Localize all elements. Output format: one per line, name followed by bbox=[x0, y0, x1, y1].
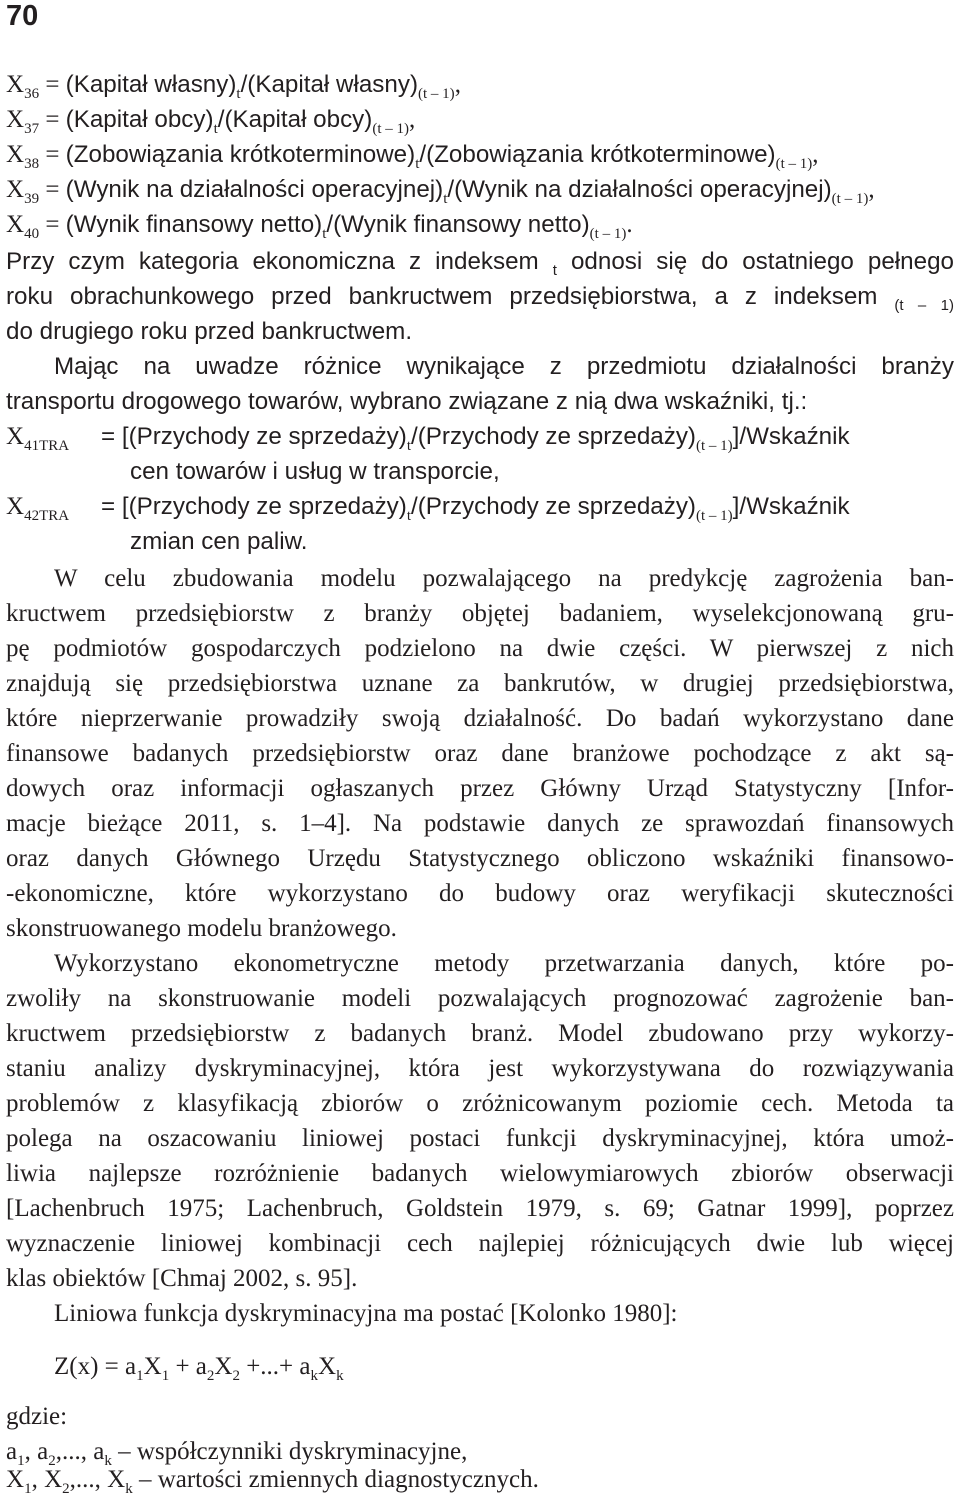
formula-x42tra-continued: zmian cen paliw. bbox=[130, 528, 308, 555]
paragraph-indicators-line: Mając na uwadze różnice wynikające z przedmiotu działalności branży bbox=[54, 353, 954, 380]
definition-variables: $X_1$, $X_2$,..., $X_k$ – wartości zmiennych diagnostycznych. bbox=[6, 1466, 539, 1497]
paragraph-model-line: pę podmiotów gospodarczych podzielono na dwie części. W pierwszej z nich bbox=[6, 635, 954, 662]
where-label: gdzie: bbox=[6, 1403, 68, 1430]
paragraph-methods-line: liwia najlepsze rozróżnienie badanych wielowymiarowych zbiorów obserwacji bbox=[6, 1160, 954, 1187]
paragraph-methods-line: Wykorzystano ekonometryczne metody przetwarzania danych, które po- bbox=[54, 950, 954, 977]
paragraph-methods-line: zwoliły na skonstruowanie modeli pozwalających prognozować zagrożenie ban- bbox=[6, 985, 954, 1012]
formula-discriminant-function: $Z(x) = a_1X_1 + a_2X_2$ +...+ $a_kX_k$ bbox=[54, 1353, 344, 1384]
paragraph-index-line: Przy czym kategoria ekonomiczna z indeksem $_t$ odnosi się do ostatniego pełnego bbox=[6, 248, 954, 279]
paragraph-model-line: macje bieżące 2011, s. 1–4]. Na podstawie danych ze sprawozdań finansowych bbox=[6, 810, 954, 837]
book-page: 70 $X_{36}$ = (Kapitał $własny)_t/(Kapitał$ $własny)_{(t - 1)}$, $X_{37}$ = (Kapitał $obcy)_t/(Kapitał$ $obcy)_{(t - 1)}$, $X_{38}$ = (Zobowiązania $krótkoterminowe)_t/(Zobowiązania$ $krótkoterminowe)_{(t - 1)}$, $X_{39}$ = (Wynik na działalności $operacyjnej)_t/(Wynik$ na działalności $operacyjnej)_{(t - 1)}$, $X_{40}$ = (Wynik finansowy $netto)_t/(Wynik$ finansowy $netto)_{(t - 1)}$. Przy czym kategoria ekonomiczna z indeksem $_t$ odnosi się do ostatniego pełnego roku obrachunkowego przed bankructwem przedsiębiorstwa, a z indeksem $_{(t - 1)}$ do drugiego roku przed bankructwem. Mając na uwadze różnice wynikające z przedmiotu działalności branży transportu drogowego towarów, wybrano związane z nią dwa wskaźniki, tj.: $X_{41TRA}$ = [(Przychody ze $sprzedaży)_t/(Przychody$ ze $sprzedaży)_{(t - 1)}$]/Wskaźnik cen towarów i usług w transporcie, $X_{42TRA}$ = [(Przychody ze $sprzedaży)_t/(Przychody$ ze $sprzedaży)_{(t - 1)}$]/Wskaźnik zmian cen paliw. W celu zbudowania modelu pozwalającego na predykcję zagrożenia ban- kructwem przedsiębiorstw z branży objętej badaniem, wyselekcjonowaną gru- pę podmiotów gospodarczych podzielono na dwie części. W pierwszej z nich znajdują się przedsiębiorstwa uznane za bankrutów, w drugiej przedsiębiorstwa, które nieprzerwanie prowadziły swoją działalność. Do badań wykorzystano dane finansowe badanych przedsiębiorstw oraz dane branżowe pochodzące z akt są- dowych oraz informacji ogłaszanych przez Główny Urząd Statystyczny [Infor- macje bieżące 2011, s. 1–4]. Na podstawie danych ze sprawozdań finansowych oraz danych Głównego Urzędu Statystycznego obliczono wskaźniki finansowo- -ekonomiczne, które wykorzystano do budowy oraz weryfikacji skuteczności skonstruowanego modelu branżowego. Wykorzystano ekonometryczne metody przetwarzania danych, które po- zwoliły na skonstruowanie modeli pozwalających prognozować zagrożenie ban- kructwem przedsiębiorstw z badanych branż. Model zbudowano przy wykorzy- staniu analizy dyskryminacyjnej, która jest wykorzystywana do rozwiązywania problemów z klasyfikacją zbiorów o zróżnicowanym poziomie cech. Metoda ta polega na oszacowaniu liniowej postaci funkcji dyskryminacyjnej, która umoż- liwia najlepsze rozróżnienie badanych wielowymiarowych zbiorów obserwacji [Lachenbruch 1975; Lachenbruch, Goldstein 1979, s. 69; Gatnar 1999], poprzez wyznaczenie liniowej kombinacji cech najlepiej różnicujących dwie lub więcej klas obiektów [Chmaj 2002, s. 95]. Liniowa funkcja dyskryminacyjna ma postać [Kolonko 1980]: $Z(x) = a_1X_1 + a_2X_2$ +...+ $a_kX_k$ gdzie: $a_1$, $a_2$,..., $a_k$ – współczynniki dyskryminacyjne, $X_1$, $X_2$,..., $X_k$ – wartości zmiennych diagnostycznych. bbox=[6, 0, 954, 1497]
paragraph-methods-line: problemów z klasyfikacją zbiorów o zróżnicowanym poziomie cech. Metoda ta bbox=[6, 1090, 954, 1117]
paragraph-model-line: znajdują się przedsiębiorstwa uznane za bankrutów, w drugiej przedsiębiorstwa, bbox=[6, 670, 954, 697]
paragraph-methods-line: [Lachenbruch 1975; Lachenbruch, Goldstein 1979, s. 69; Gatnar 1999], poprzez bbox=[6, 1195, 954, 1222]
paragraph-function-intro: Liniowa funkcja dyskryminacyjna ma postać [Kolonko 1980]: bbox=[54, 1300, 678, 1327]
paragraph-methods-line: wyznaczenie liniowej kombinacji cech najlepiej różnicujących dwie lub więcej bbox=[6, 1230, 954, 1257]
paragraph-methods-line: kructwem przedsiębiorstw z badanych branż. Model zbudowano przy wykorzy- bbox=[6, 1020, 954, 1047]
paragraph-model-line: skonstruowanego modelu branżowego. bbox=[6, 915, 397, 942]
paragraph-model-line: oraz danych Głównego Urzędu Statystycznego obliczono wskaźniki finansowo- bbox=[6, 845, 954, 872]
formula-x38: $X_{38}$ = (Zobowiązania $krótkoterminowe)_t/(Zobowiązania$ $krótkoterminowe)_{(t - 1)}$, bbox=[6, 141, 819, 172]
definition-coefficients: $a_1$, $a_2$,..., $a_k$ – współczynniki dyskryminacyjne, bbox=[6, 1438, 468, 1469]
formula-x41tra-continued: cen towarów i usług w transporcie, bbox=[130, 458, 500, 485]
paragraph-index-line: roku obrachunkowego przed bankructwem przedsiębiorstwa, a z indeksem $_{(t - 1)}$ bbox=[6, 283, 954, 314]
page-number: 70 bbox=[6, 0, 39, 32]
paragraph-index-line: do drugiego roku przed bankructwem. bbox=[6, 318, 413, 345]
paragraph-model-line: dowych oraz informacji ogłaszanych przez Główny Urząd Statystyczny [Infor- bbox=[6, 775, 954, 802]
paragraph-methods-line: polega na oszacowaniu liniowej postaci funkcji dyskryminacyjnej, która umoż- bbox=[6, 1125, 954, 1152]
paragraph-model-line: które nieprzerwanie prowadziły swoją działalność. Do badań wykorzystano dane bbox=[6, 705, 954, 732]
paragraph-indicators-line: transportu drogowego towarów, wybrano związane z nią dwa wskaźniki, tj.: bbox=[6, 388, 808, 415]
paragraph-model-line: finansowe badanych przedsiębiorstw oraz dane branżowe pochodzące z akt są- bbox=[6, 740, 954, 767]
formula-x36: $X_{36}$ = (Kapitał $własny)_t/(Kapitał$ $własny)_{(t - 1)}$, bbox=[6, 71, 461, 102]
paragraph-model-line: -ekonomiczne, które wykorzystano do budowy oraz weryfikacji skuteczności bbox=[6, 880, 954, 907]
paragraph-model-line: kructwem przedsiębiorstw z branży objętej badaniem, wyselekcjonowaną gru- bbox=[6, 600, 954, 627]
formula-x40: $X_{40}$ = (Wynik finansowy $netto)_t/(Wynik$ finansowy $netto)_{(t - 1)}$. bbox=[6, 211, 633, 242]
paragraph-methods-line: klas obiektów [Chmaj 2002, s. 95]. bbox=[6, 1265, 358, 1292]
paragraph-methods-line: staniu analizy dyskryminacyjnej, która jest wykorzystywana do rozwiązywania bbox=[6, 1055, 954, 1082]
formula-x39: $X_{39}$ = (Wynik na działalności $operacyjnej)_t/(Wynik$ na działalności $operacyjnej)_{(t - 1)}$, bbox=[6, 176, 875, 207]
paragraph-model-line: W celu zbudowania modelu pozwalającego na predykcję zagrożenia ban- bbox=[54, 565, 954, 592]
formula-x37: $X_{37}$ = (Kapitał $obcy)_t/(Kapitał$ $obcy)_{(t - 1)}$, bbox=[6, 106, 416, 137]
